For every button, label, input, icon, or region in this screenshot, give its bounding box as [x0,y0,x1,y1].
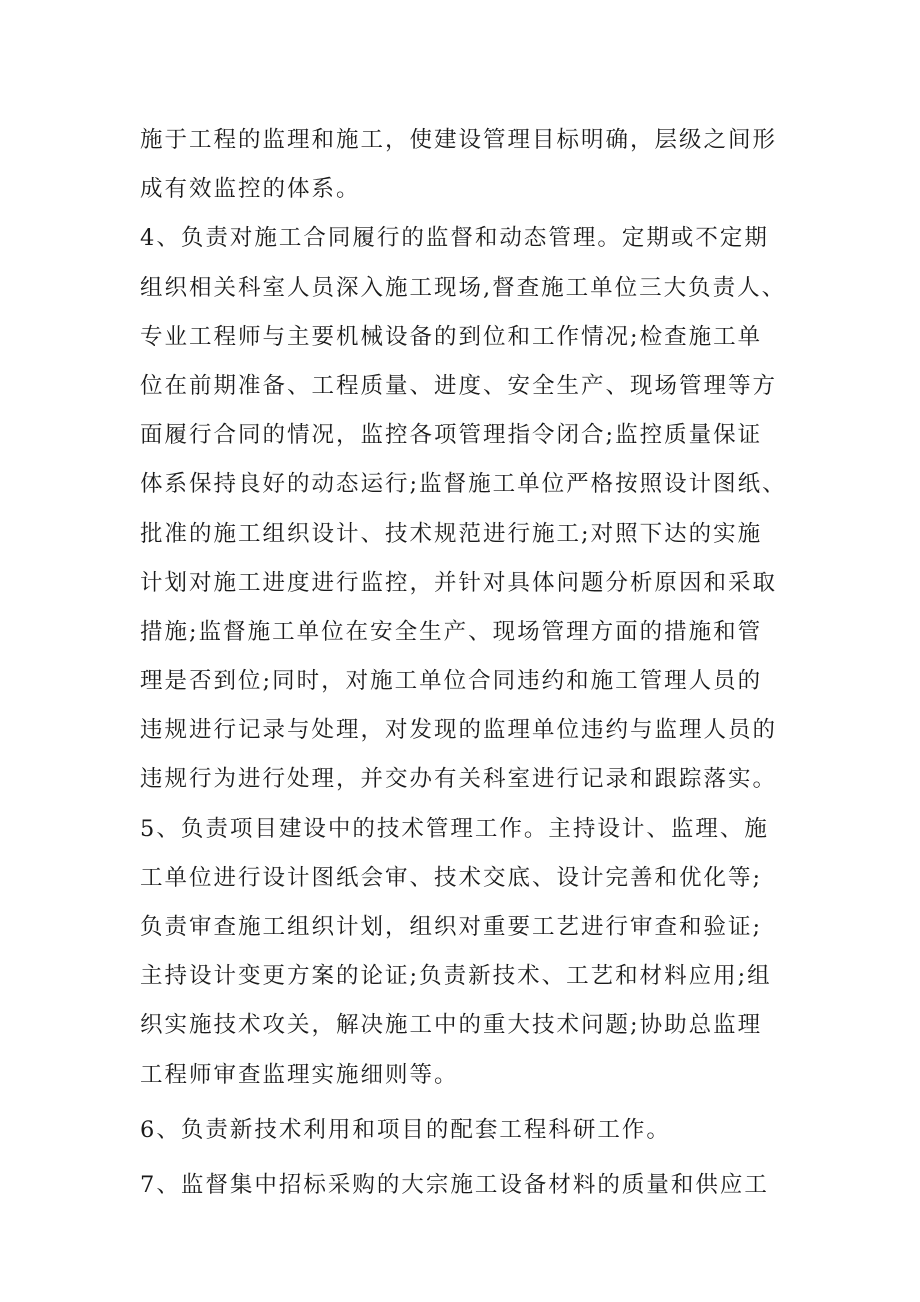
paragraph-item-5 [140,805,790,1100]
text-line: 织实施技术攻关，解决施工中的重大技术问题;协助总监理 [140,1012,763,1039]
text-line: 位在前期准备、工程质量、进度、安全生产、现场管理等方 [140,372,778,399]
text-line: 理是否到位;同时，对施工单位合同违约和施工管理人员的 [140,668,763,695]
text-line: 违规行为进行处理，并交办有关科室进行记录和跟踪落实。 [140,766,778,793]
text-line: 主持设计变更方案的论证;负责新技术、工艺和材料应用;组 [140,963,772,990]
paragraph-item-4 [140,214,790,804]
text-line: 专业工程师与主要机械设备的到位和工作情况;检查施工单 [140,323,763,350]
text-line: 4、负责对施工合同履行的监督和动态管理。定期或不定期 [140,225,769,252]
text-line: 措施;监督施工单位在安全生产、现场管理方面的措施和管 [140,618,763,645]
document-body [140,116,790,1210]
text-line: 工程师审查监理实施细则等。 [140,1061,459,1088]
text-line: 施于工程的监理和施工，使建设管理目标明确，层级之间形 [140,127,778,153]
text-line: 负责审查施工组织计划，组织对重要工艺进行审查和验证; [140,914,763,940]
text-line: 成有效监控的体系。 [140,176,361,203]
paragraph-item-7 [140,1161,790,1210]
text-line: 工单位进行设计图纸会审、技术交底、设计完善和优化等; [140,864,763,891]
text-line: 面履行合同的情况，监控各项管理指令闭合;监控质量保证 [140,422,763,449]
text-line: 批准的施工组织设计、技术规范进行施工;对照下达的实施 [140,520,763,547]
paragraph-item-6 [140,1106,790,1155]
text-line: 6、负责新技术利用和项目的配套工程科研工作。 [140,1116,671,1143]
text-line: 5、负责项目建设中的技术管理工作。主持设计、监理、施 [140,815,769,842]
paragraph-continued [140,116,790,214]
text-line: 组织相关科室人员深入施工现场,督查施工单位三大负责人、 [140,274,787,301]
text-line: 7、监督集中招标采购的大宗施工设备材料的质量和供应工 [140,1171,769,1198]
text-line: 计划对施工进度进行监控，并针对具体问题分析原因和采取 [140,569,778,596]
text-line: 违规进行记录与处理，对发现的监理单位违约与监理人员的 [140,717,778,744]
text-line: 体系保持良好的动态运行;监督施工单位严格按照设计图纸、 [140,471,787,498]
